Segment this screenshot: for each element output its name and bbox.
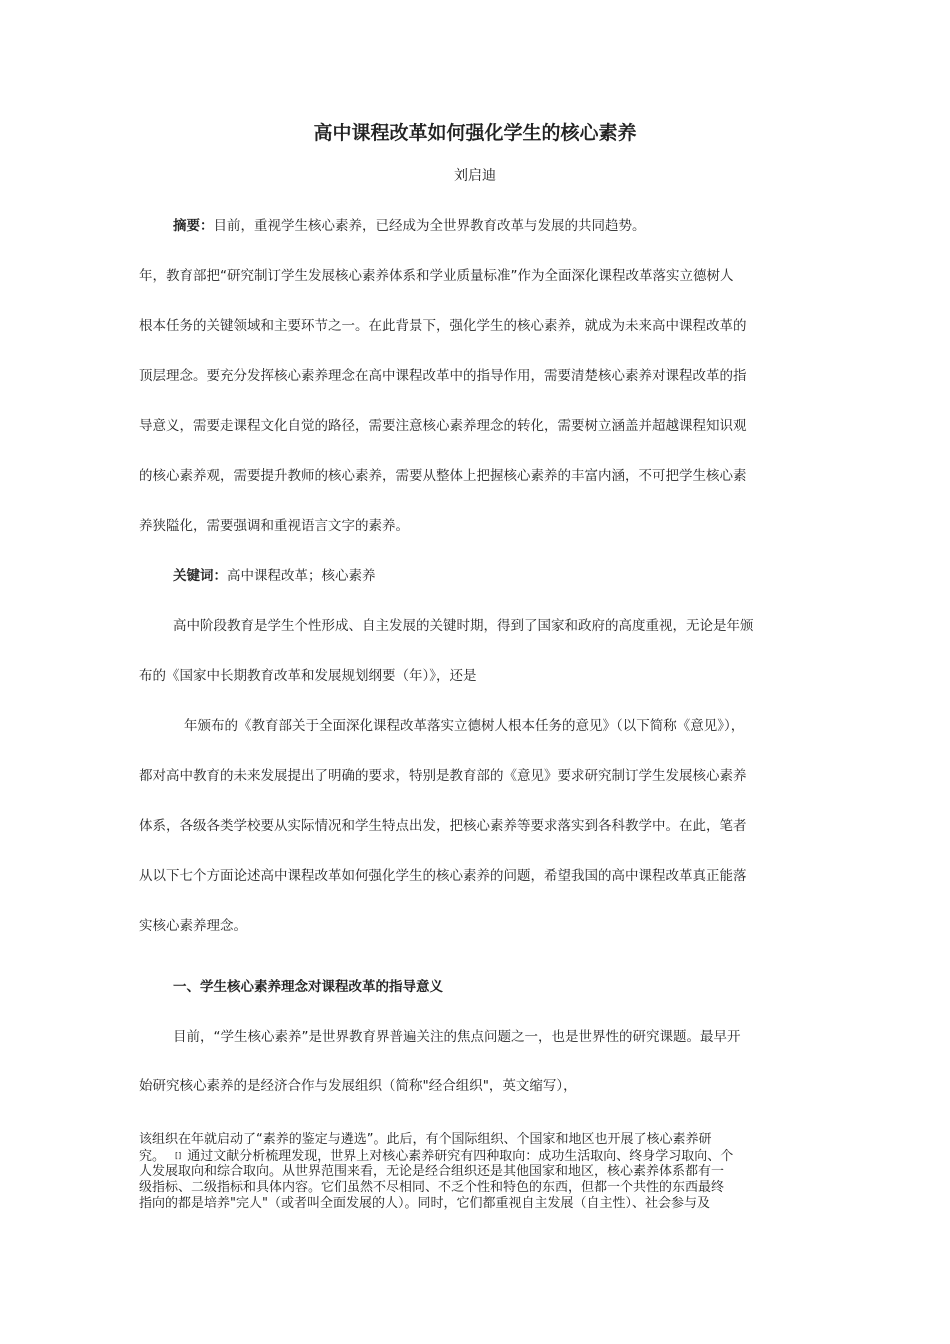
abstract-line: 根本任务的关键领域和主要环节之一。在此背景下，强化学生的核心素养，就成为未来高中课程改革的 <box>139 318 747 334</box>
intro-line: 体系，各级各类学校要从实际情况和学生特点出发，把核心素养等要求落实到各科教学中。在此，笔者 <box>139 818 747 834</box>
intro-line: 实核心素养理念。 <box>139 918 247 934</box>
intro-line: 布的《国家中长期教育改革和发展规划纲要（年）》，还是 <box>139 668 477 684</box>
document-title: 高中课程改革如何强化学生的核心素养 <box>313 122 637 144</box>
section-heading: 一、学生核心素养理念对课程改革的指导意义 <box>173 979 443 995</box>
intro-line: 都对高中教育的未来发展提出了明确的要求，特别是教育部的《意见》要求研究制订学生发展核心素养 <box>139 768 747 784</box>
author-name: 刘启迪 <box>454 168 496 184</box>
section-paragraph-line: 目前，“学生核心素养”是世界教育界普遍关注的焦点问题之一，也是世界性的研究课题。最早开 <box>173 1029 741 1045</box>
abstract-line: 养狭隘化，需要强调和重视语言文字的素养。 <box>139 518 409 534</box>
dense-text: 究。 <box>139 1149 166 1164</box>
keywords-line <box>173 568 376 584</box>
dense-paragraph-line: 级指标、二级指标和具体内容。它们虽然不尽相同、不乏个性和特色的东西，但都一个共性的东西最终 <box>139 1180 725 1195</box>
intro-line: 高中阶段教育是学生个性形成、自主发展的关键时期，得到了国家和政府的高度重视，无论是年颁 <box>173 618 754 634</box>
dense-paragraph-line <box>139 1149 733 1164</box>
intro-line: 从以下七个方面论述高中课程改革如何强化学生的核心素养的问题，希望我国的高中课程改革真正能落 <box>139 868 747 884</box>
abstract-line: 年，教育部把“研究制订学生发展核心素养体系和学业质量标准”作为全面深化课程改革落实立德树人 <box>139 268 734 284</box>
intro-line: 年颁布的《教育部关于全面深化课程改革落实立德树人根本任务的意见》（以下简称《意见》）， <box>184 718 745 734</box>
keywords-label: 关键词： <box>173 568 227 584</box>
section-paragraph-line: 始研究核心素养的是经济合作与发展组织（简称"经合组织"，英文缩写）， <box>139 1078 577 1094</box>
abstract-label: 摘要： <box>173 218 214 234</box>
abstract-line: 的核心素养观，需要提升教师的核心素养，需要从整体上把握核心素养的丰富内涵，不可把学生核心素 <box>139 468 747 484</box>
dense-paragraph-line: 人发展取向和综合取向。从世界范围来看，无论是经合组织还是其他国家和地区，核心素养体系都有一 <box>139 1164 725 1179</box>
dense-text: 通过文献分析梳理发现，世界上对核心素养研究有四种取向：成功生活取向、终身学习取向、个 <box>187 1149 734 1164</box>
dense-paragraph-line: 该组织在年就启动了“素养的鉴定与遴选”。此后，有个国际组织、个国家和地区也开展了核心素养研 <box>139 1132 712 1147</box>
abstract-line: 顶层理念。要充分发挥核心素养理念在高中课程改革中的指导作用，需要清楚核心素养对课程改革的指 <box>139 368 747 384</box>
dense-paragraph-line: 指向的都是培养"完人"（或者叫全面发展的人）。同时，它们都重视自主发展（自主性）、社会参与及 <box>139 1196 710 1211</box>
abstract-first-line <box>173 218 646 234</box>
abstract-text: 目前，重视学生核心素养，已经成为全世界教育改革与发展的共同趋势。 <box>213 218 646 234</box>
reference-marker: [] <box>175 1151 182 1160</box>
abstract-line: 导意义，需要走课程文化自觉的路径，需要注意核心素养理念的转化，需要树立涵盖并超越课程知识观 <box>139 418 747 434</box>
keywords-value: 高中课程改革；核心素养 <box>227 568 376 584</box>
